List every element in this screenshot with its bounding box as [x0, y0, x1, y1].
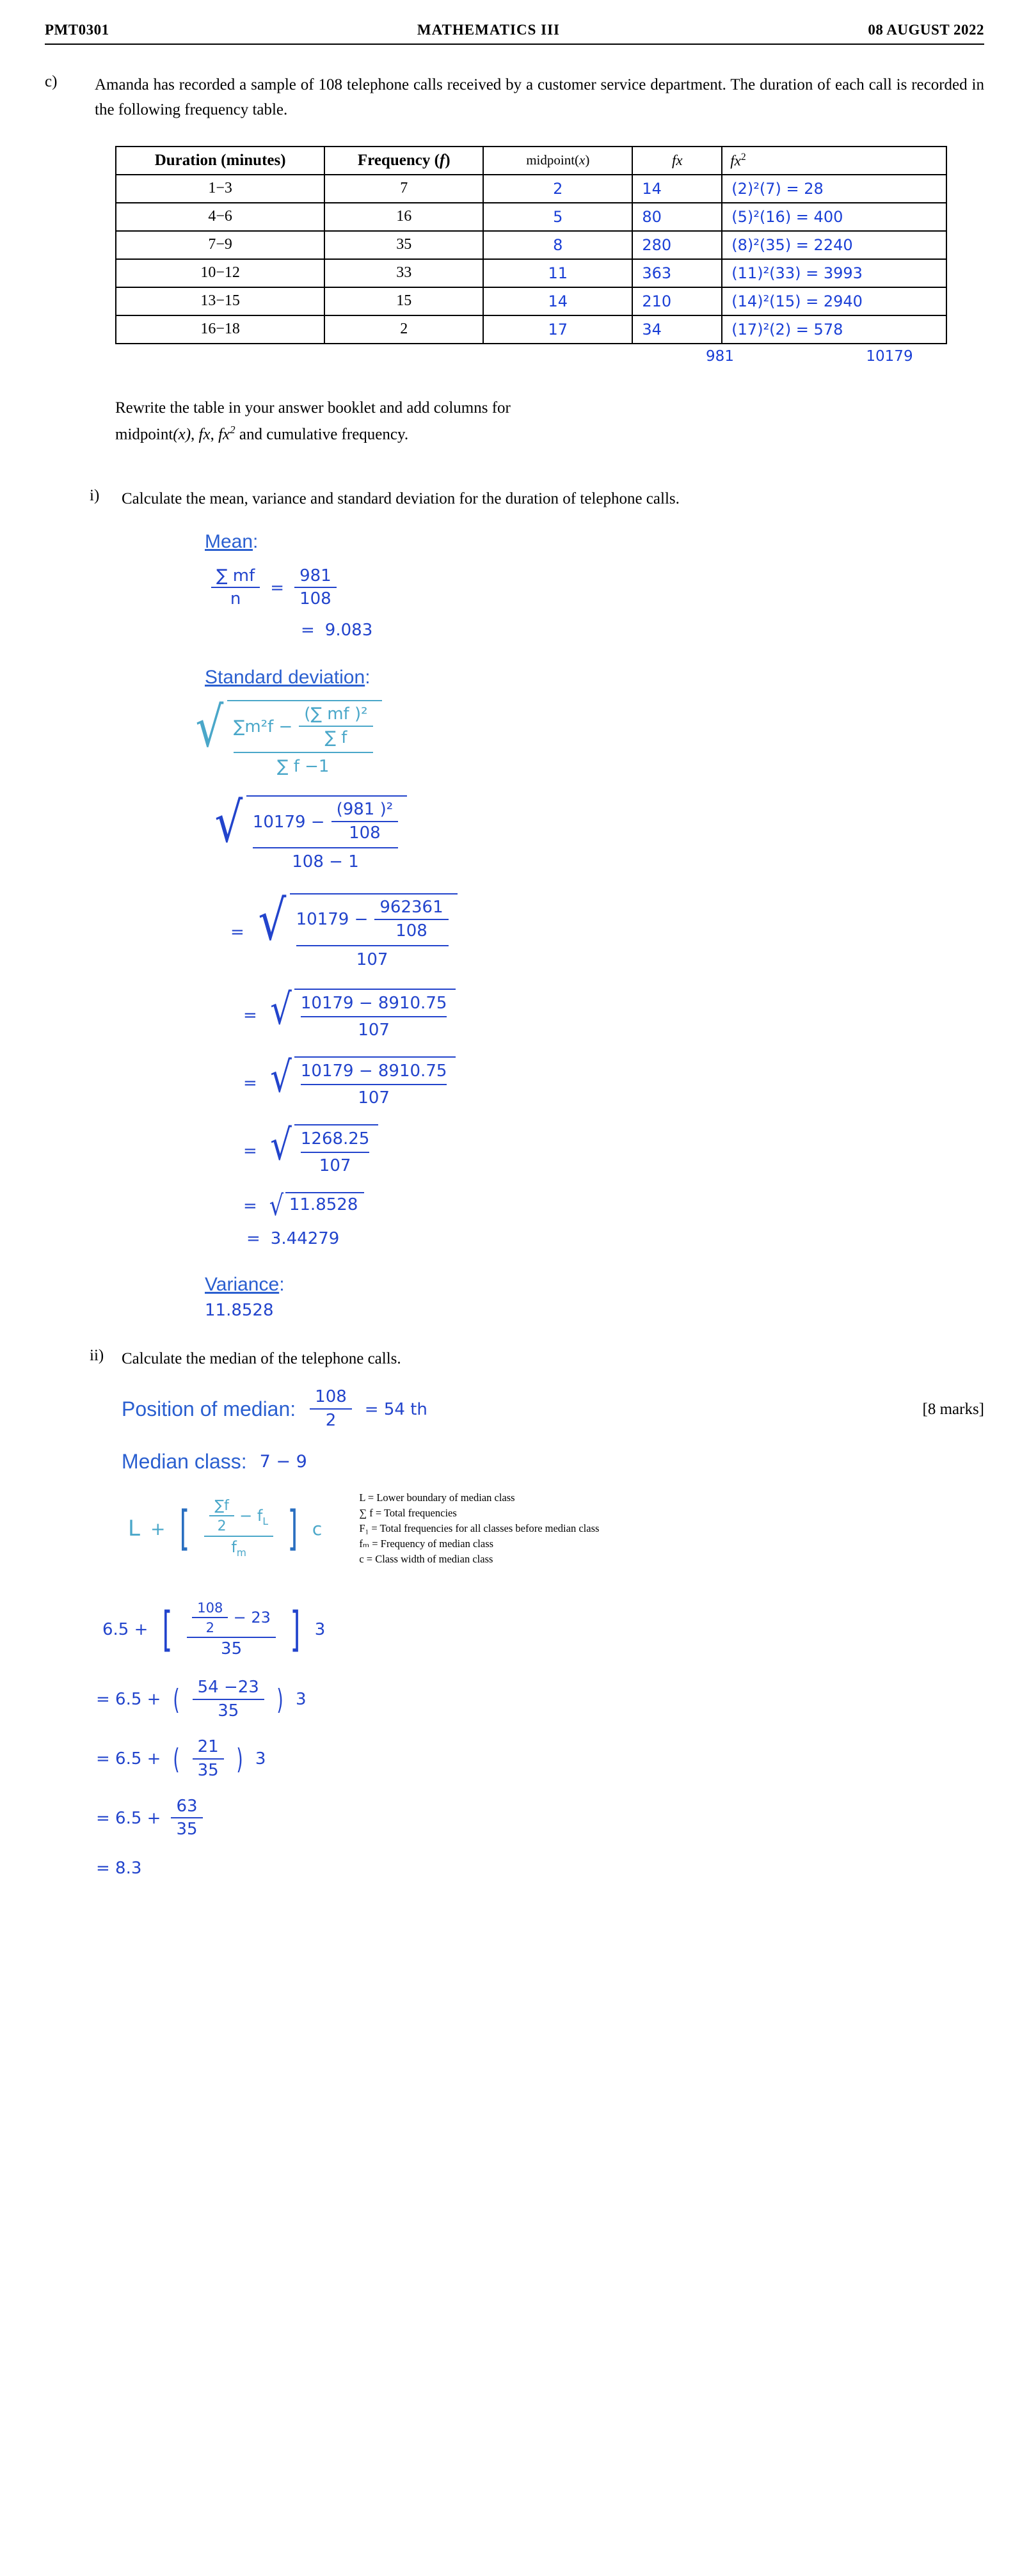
median-class-label: Median class: — [122, 1450, 247, 1474]
cell-frequency: 7 — [324, 175, 483, 203]
median-calc-3-num: 21 — [193, 1738, 224, 1760]
cell-duration: 1−3 — [116, 175, 324, 203]
median-calc-2-tail: 3 — [296, 1690, 307, 1710]
sd-formula-inner-den: ∑ f — [324, 728, 347, 748]
sd-step-7-value: 3.44279 — [270, 1228, 340, 1248]
cell-fx: 280 — [632, 231, 722, 259]
position-den: 2 — [325, 1411, 337, 1431]
rewrite-instruction — [115, 395, 953, 447]
variance-value: 11.8528 — [205, 1300, 274, 1320]
variance-heading-colon: : — [279, 1273, 285, 1295]
sd-formula-inner-frac — [299, 705, 372, 748]
mean-heading-row — [205, 531, 1029, 553]
cell-duration: 7−9 — [116, 231, 324, 259]
median-calc-2-den: 35 — [218, 1701, 239, 1721]
median-calc-1-bracket-left: [ — [162, 1602, 173, 1657]
cell-duration: 16−18 — [116, 315, 324, 344]
exam-page — [0, 22, 1029, 2576]
sd-step-2-inner-den: 108 — [395, 921, 427, 941]
table-row — [116, 175, 946, 203]
mean-result-value: 9.083 — [324, 621, 373, 640]
cell-fx: 210 — [632, 287, 722, 315]
sd-step-4-numerator: 10179 − 8910.75 — [301, 1061, 447, 1085]
cell-frequency: 35 — [324, 231, 483, 259]
table-row — [116, 259, 946, 287]
mean-lhs-den: n — [230, 589, 241, 609]
cell-duration: 13−15 — [116, 287, 324, 315]
sd-formula — [192, 696, 1029, 779]
question-c-label: c) — [45, 73, 58, 90]
median-calc-3-den: 35 — [197, 1760, 219, 1780]
median-calc-2-lead: = 6.5 + — [96, 1690, 161, 1710]
frequency-table — [115, 146, 947, 344]
table-row — [116, 231, 946, 259]
part-i-text: Calculate the mean, variance and standard deviation for the duration of telephone calls. — [122, 489, 680, 507]
median-calc-3-lead: = 6.5 + — [96, 1749, 161, 1769]
median-calc-1-fraction — [187, 1600, 276, 1659]
cell-midpoint: 5 — [483, 203, 632, 231]
sd-step-3-numerator: 10179 − 8910.75 — [301, 994, 447, 1017]
median-calc-3-fraction — [193, 1738, 224, 1781]
median-calc-4-num: 63 — [171, 1797, 202, 1819]
median-calc-1-num — [187, 1600, 276, 1638]
formula-legend — [359, 1490, 599, 1567]
mean-rhs-num: 981 — [294, 567, 337, 589]
header-midpoint: midpoint(x) — [483, 147, 632, 175]
cell-frequency: 33 — [324, 259, 483, 287]
median-calc-3: = 6.5 + ( $\frac{21}{35}$ ) 3 — [96, 1737, 266, 1780]
sd-step-3 — [243, 984, 1029, 1042]
formula-minus-fl: − $f_L$ — [239, 1507, 269, 1527]
median-calc-1-inner-frac — [192, 1600, 228, 1635]
sd-formula-radical: √ ∑m²f − $\frac{\text{(∑ mf )²}}{\sum f}$ ∑ f −1 — [192, 700, 382, 779]
cell-fx: 14 — [632, 175, 722, 203]
sd-step-5 — [243, 1120, 1029, 1178]
sd-step-3-denominator: 107 — [358, 1020, 390, 1040]
position-result: = 54 th — [364, 1399, 427, 1419]
legend-item: fₘ = Frequency of median class — [359, 1538, 494, 1550]
median-calc-2: = 6.5 + ( $\frac{54 -23}{35}$ ) 3 — [96, 1678, 307, 1721]
formula-plus: + — [150, 1518, 166, 1539]
formula-main-num — [204, 1498, 273, 1538]
rewrite-midpoint-arg: (x) — [173, 425, 191, 443]
mean-equation — [211, 567, 1029, 610]
mean-lhs-num: ∑ mf — [211, 567, 260, 589]
median-calc-2-num: 54 −23 — [193, 1678, 264, 1700]
mean-heading: Mean — [205, 530, 253, 552]
rewrite-line-1-text: Rewrite the table in your answer booklet and add columns for — [115, 399, 511, 417]
cell-fx2: (17)²(2) = 578 — [722, 315, 946, 344]
formula-main-fraction — [204, 1498, 273, 1559]
rewrite-fx: fx — [198, 425, 211, 443]
median-calc-4-lead: = 6.5 + — [96, 1808, 161, 1828]
sd-step-1-num-a: 10179 − — [252, 812, 325, 832]
sd-step-4-denominator: 107 — [358, 1088, 390, 1108]
mean-rhs-fraction — [294, 567, 337, 610]
total-fx: 981 — [706, 347, 734, 365]
totals-spacer — [115, 348, 672, 365]
sd-formula-num-a: ∑m²f − — [233, 717, 293, 736]
sd-step-5-equals: = — [243, 1141, 257, 1161]
sd-step-6 — [243, 1189, 1029, 1222]
formula-bracket-right: ] — [287, 1501, 298, 1557]
rewrite-line-2 — [115, 421, 953, 447]
mean-lhs-fraction — [211, 567, 260, 610]
formula-c: c — [312, 1518, 323, 1539]
formula-two: 2 — [217, 1518, 227, 1535]
rewrite-sep1: , — [191, 425, 199, 443]
cell-midpoint: 8 — [483, 231, 632, 259]
cell-frequency: 16 — [324, 203, 483, 231]
legend-item: L = Lower boundary of median class — [359, 1491, 515, 1504]
header-frequency: Frequency (f) — [324, 147, 483, 175]
exam-date: 08 AUGUST 2022 — [868, 22, 984, 38]
median-calc-1-den: 35 — [221, 1639, 243, 1659]
table-row — [116, 287, 946, 315]
subject-title: MATHEMATICS III — [417, 22, 561, 38]
sd-step-2-inner-num: 962361 — [374, 898, 448, 920]
median-calc-3-tail: 3 — [255, 1749, 266, 1769]
sd-formula-inner-num: (∑ mf )² — [299, 705, 372, 727]
position-num: 108 — [310, 1388, 352, 1410]
mean-result-row — [301, 621, 1029, 640]
cell-midpoint: 17 — [483, 315, 632, 344]
mean-equals: = — [270, 578, 285, 598]
median-calc-1-inner-den: 2 — [205, 1619, 215, 1635]
table-row — [116, 315, 946, 344]
part-ii-text: Calculate the median of the telephone calls. — [122, 1349, 401, 1367]
variance-value-row — [205, 1301, 1029, 1320]
sd-step-2-numerator — [296, 898, 449, 946]
sd-step-6-value: 11.8528 — [289, 1195, 358, 1214]
rewrite-fx2-sup: 2 — [230, 423, 235, 436]
sd-step-2 — [230, 888, 1029, 972]
legend-item: ∑ f = Total frequencies — [359, 1507, 457, 1520]
cell-fx: 34 — [632, 315, 722, 344]
table-totals-row — [115, 348, 1029, 365]
rewrite-line-1 — [115, 395, 953, 421]
sd-formula-denominator: ∑ f −1 — [276, 757, 330, 777]
paper-code: PMT0301 — [45, 22, 109, 38]
cell-frequency: 15 — [324, 287, 483, 315]
median-calc-1-lead: 6.5 + — [102, 1619, 148, 1639]
question-c — [45, 73, 984, 123]
question-part-i — [45, 487, 984, 512]
sd-step-4-equals: = — [243, 1073, 257, 1093]
sd-step-7 — [246, 1229, 1029, 1248]
question-c-text: Amanda has recorded a sample of 108 telephone calls received by a customer service department. The duration of each call is recorded in the following frequency table. — [95, 76, 984, 118]
variance-heading-row — [205, 1274, 1029, 1296]
part-i-label: i) — [90, 486, 100, 504]
table-row — [116, 203, 946, 231]
sd-step-2-inner-frac — [374, 898, 448, 941]
rewrite-midpoint-word: midpoint — [115, 425, 173, 443]
cell-midpoint: 2 — [483, 175, 632, 203]
sd-step-2-radical: √ 10179 − $\frac{962361}{108}$ 107 — [255, 893, 458, 972]
sd-step-3-radical: √ $\frac{10179 - 8910.75}{107}$ — [267, 989, 456, 1042]
sd-step-1-inner-den: 108 — [349, 823, 381, 843]
sd-heading-colon: : — [365, 667, 371, 688]
formula-bracket-left: [ — [179, 1501, 190, 1557]
cell-fx2: (5)²(16) = 400 — [722, 203, 946, 231]
position-of-median-label: Position of median: — [122, 1397, 296, 1421]
median-class-row — [122, 1450, 1029, 1474]
header-fx: fx — [632, 147, 722, 175]
sd-step-6-radical: √ 11.8528 — [267, 1192, 365, 1220]
legend-item: F₁ = Total frequencies for all classes before median class — [359, 1522, 600, 1535]
sd-step-1-inner-frac — [331, 800, 399, 843]
sd-step-4-radical: √ $\frac{10179 - 8910.75}{107}$ — [267, 1056, 456, 1110]
median-calc-2-fraction — [193, 1678, 264, 1721]
median-calc-5 — [96, 1859, 1029, 1904]
cell-midpoint: 14 — [483, 287, 632, 315]
sd-step-1-numerator — [253, 800, 398, 848]
part-ii-label: ii) — [90, 1346, 104, 1364]
median-formula-row — [128, 1490, 1029, 1567]
mean-rhs-den: 108 — [299, 589, 331, 609]
frequency-table-wrap — [115, 146, 947, 344]
formula-sumf-over-2 — [209, 1498, 234, 1535]
table-header-row — [116, 147, 946, 175]
sd-step-1-denominator: 108 − 1 — [292, 852, 359, 871]
marks-badge: [8 marks] — [922, 1400, 984, 1418]
rewrite-tail: and cumulative frequency. — [235, 425, 409, 443]
question-part-ii — [45, 1347, 984, 1372]
sd-step-1 — [211, 791, 1029, 874]
median-calc-1-minus: − 23 — [233, 1608, 271, 1626]
sd-formula-numerator — [234, 705, 373, 753]
sd-step-3-equals: = — [243, 1005, 257, 1025]
cell-midpoint: 11 — [483, 259, 632, 287]
sd-step-5-radical: √ $\frac{1268.25}{107}$ — [267, 1124, 379, 1178]
total-fx2: 10179 — [866, 347, 913, 365]
sd-step-5-denominator: 107 — [319, 1156, 351, 1175]
header-duration: Duration (minutes) — [116, 147, 324, 175]
cell-fx: 363 — [632, 259, 722, 287]
formula-sumf: ∑f — [209, 1498, 234, 1516]
sd-step-2-num-a: 10179 − — [296, 910, 369, 930]
median-calc-5-value: = 8.3 — [96, 1859, 142, 1879]
formula-L: L — [128, 1516, 140, 1542]
position-of-median-row — [122, 1388, 984, 1431]
variance-heading: Variance — [205, 1273, 280, 1295]
cell-duration: 10−12 — [116, 259, 324, 287]
cell-duration: 4−6 — [116, 203, 324, 231]
position-of-median-fraction — [310, 1388, 352, 1431]
header-fx2: $fx^2$ — [722, 147, 946, 175]
cell-fx2: (2)²(7) = 28 — [722, 175, 946, 203]
median-calc-1-bracket-right: ] — [290, 1602, 301, 1657]
sd-heading: Standard deviation — [205, 667, 365, 688]
mean-heading-colon: : — [253, 530, 259, 552]
formula-fm: $f_m$ — [231, 1538, 246, 1559]
sd-step-2-equals: = — [230, 923, 244, 942]
sd-step-2-denominator: 107 — [356, 950, 388, 969]
median-calc-1 — [102, 1600, 1029, 1659]
cell-frequency: 2 — [324, 315, 483, 344]
sd-step-1-inner-num: (981 )² — [331, 800, 399, 822]
sd-heading-row — [205, 667, 1029, 688]
cell-fx2: (8)²(35) = 2240 — [722, 231, 946, 259]
page-header — [45, 22, 984, 45]
median-calc-1-inner-num: 108 — [192, 1600, 228, 1618]
median-calc-1-tail: 3 — [314, 1619, 326, 1639]
rewrite-fx2: fx — [218, 425, 230, 443]
sd-step-7-equals: = — [246, 1228, 260, 1248]
median-calc-4 — [96, 1797, 1029, 1840]
sd-step-6-equals: = — [243, 1196, 257, 1216]
mean-result-equals: = — [301, 621, 315, 640]
median-formula — [128, 1498, 322, 1559]
cell-fx2: (14)²(15) = 2940 — [722, 287, 946, 315]
rewrite-sep2: , — [210, 425, 219, 443]
legend-item: c = Class width of median class — [359, 1552, 493, 1565]
median-calc-4-fraction — [171, 1797, 202, 1840]
cell-fx2: (11)²(33) = 3993 — [722, 259, 946, 287]
cell-fx: 80 — [632, 203, 722, 231]
sd-step-1-radical: √ 10179 − $\frac{\text{(981 )²}}{108}$ 108 − 1 — [211, 795, 407, 874]
median-class-value: 7 − 9 — [259, 1452, 307, 1472]
sd-step-4 — [243, 1052, 1029, 1110]
median-calc-4-den: 35 — [176, 1820, 198, 1840]
sd-step-5-numerator: 1268.25 — [301, 1129, 370, 1153]
